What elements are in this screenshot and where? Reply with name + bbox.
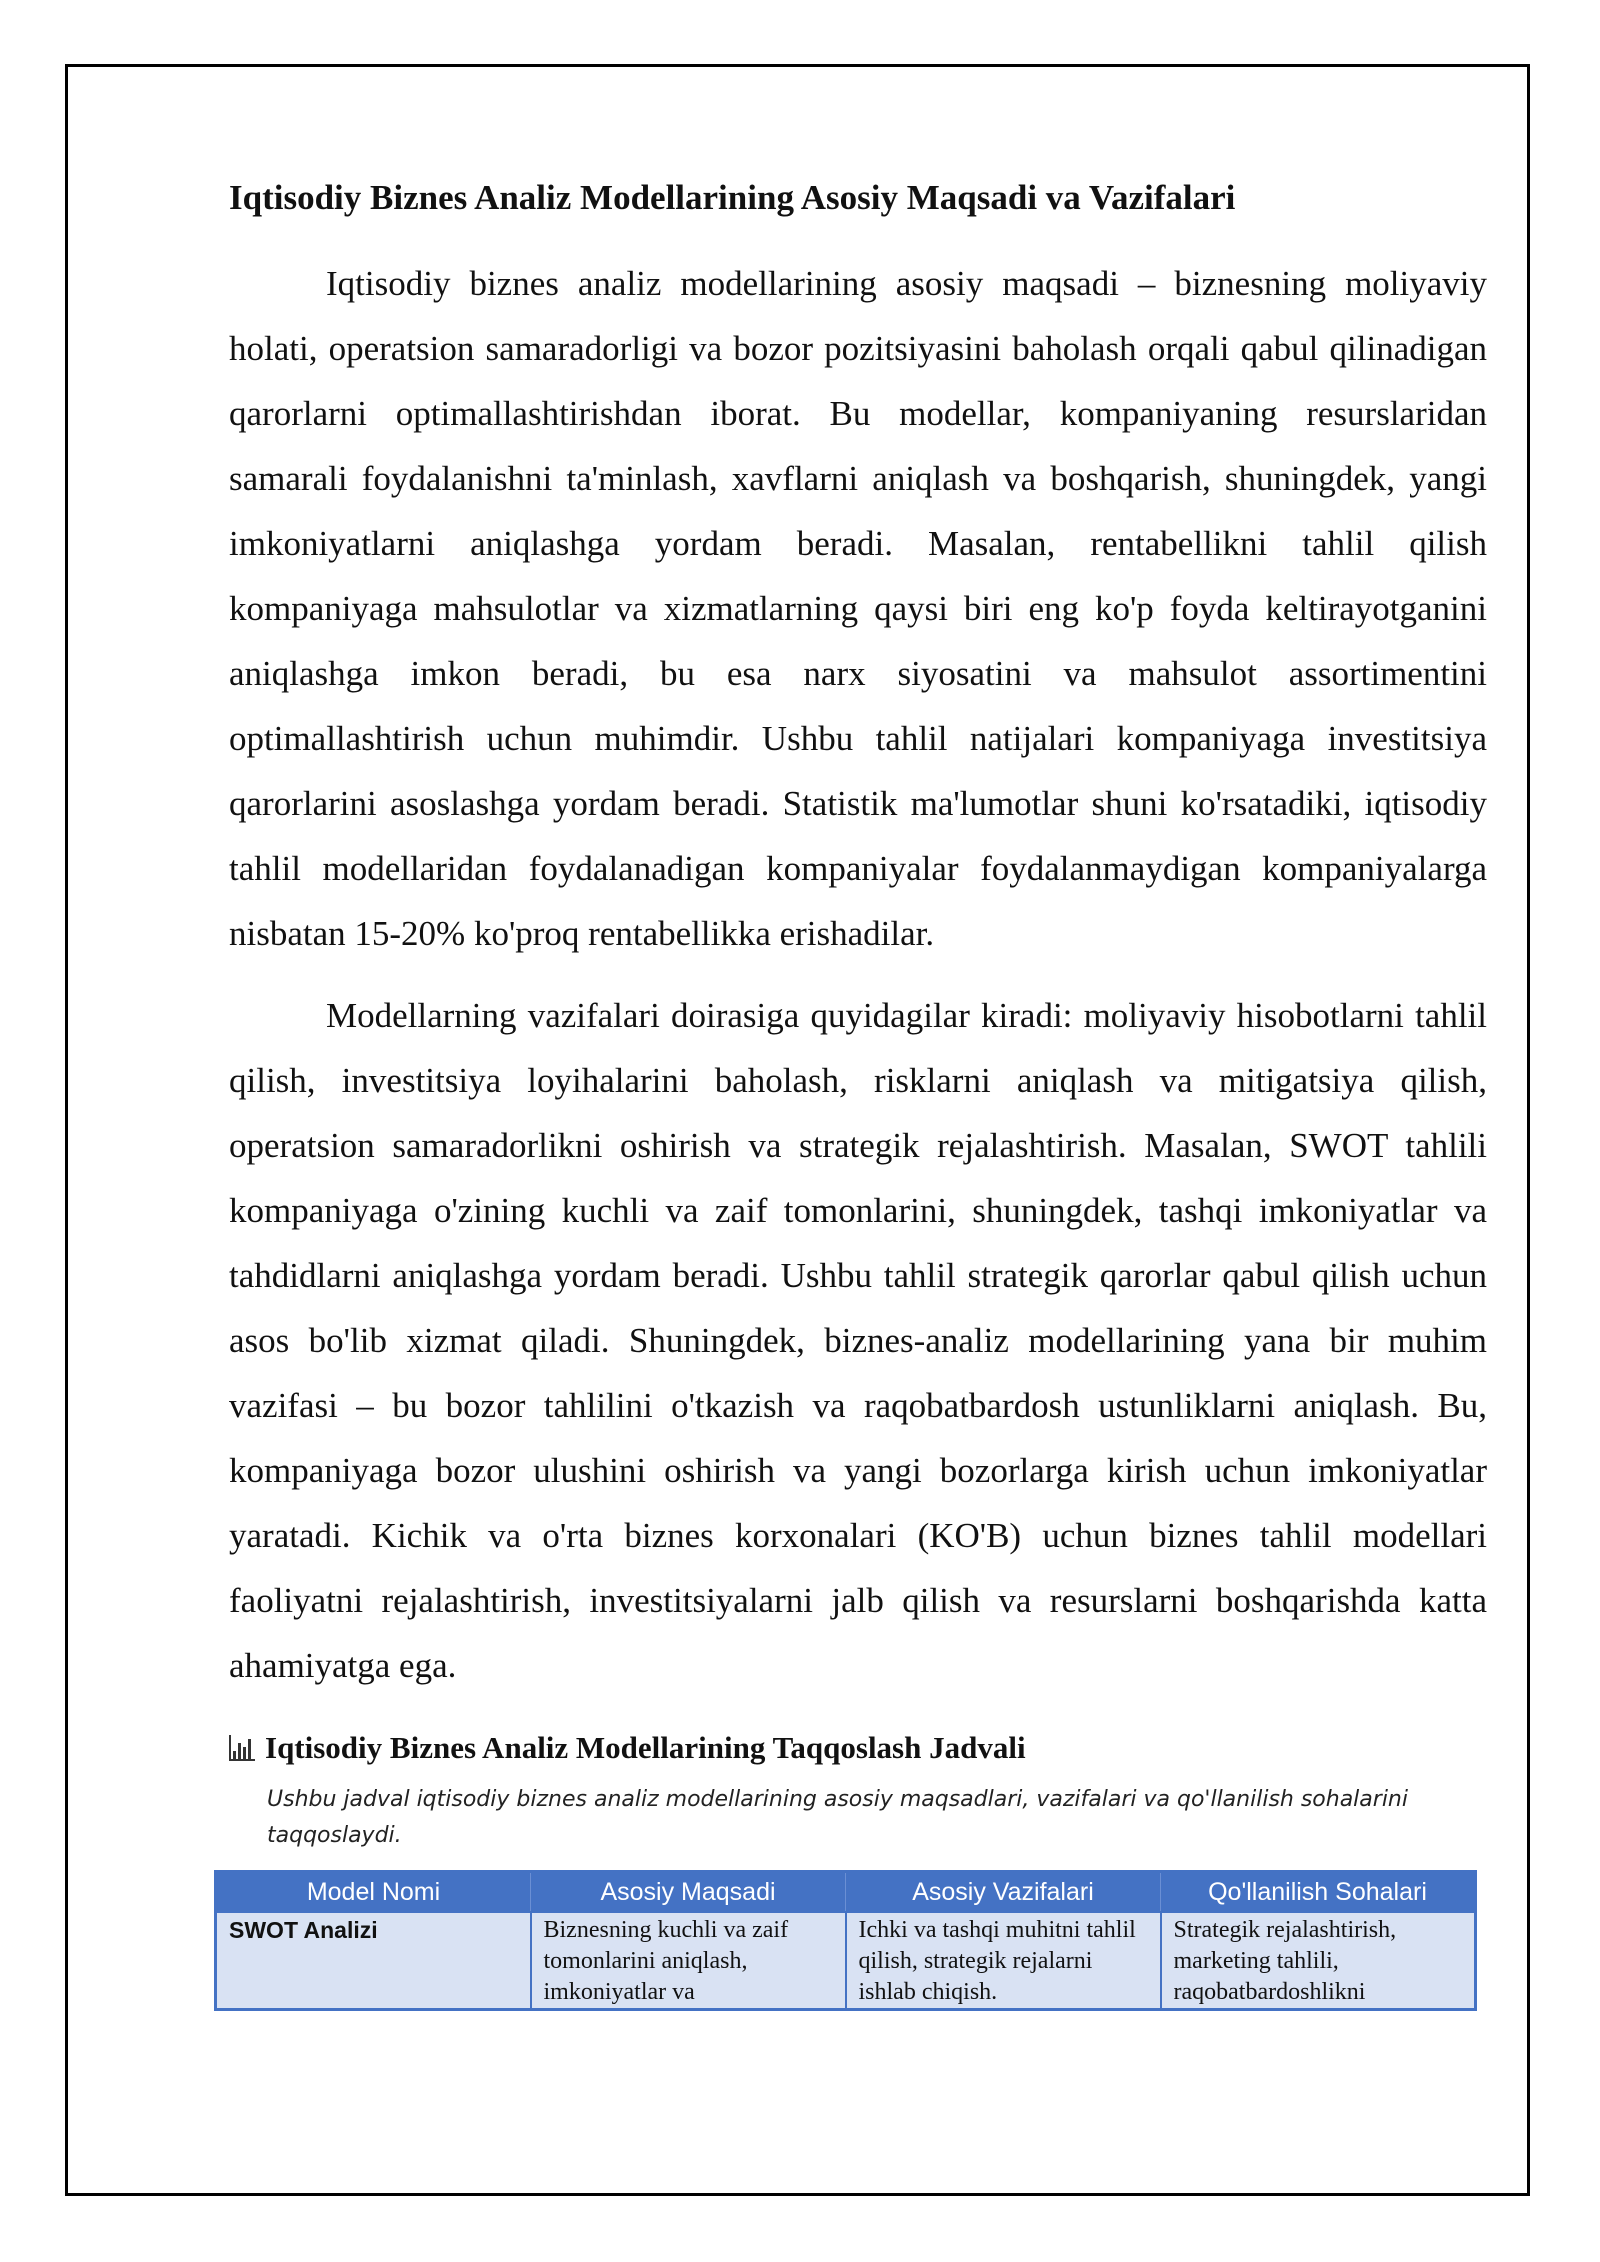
table-header-row [216, 1872, 1476, 1913]
column-header: Qo'llanilish Sohalari [1161, 1872, 1476, 1913]
table-cell: SWOT Analizi [216, 1912, 531, 2010]
paragraph: Iqtisodiy biznes analiz modellarining asosiy maqsadi – biznesning moliyaviy holati, operatsion samaradorligi va bozor pozitsiyasini baholash orqali qabul qilinadigan qarorlarni optimallashtirishdan iborat. Bu modellar, kompaniyaning resurslaridan samarali foydalanishni ta'minlash, xavflarni aniqlash va boshqarish, shuningdek, yangi imkoniyatlarni aniqlashga yordam beradi. Masalan, rentabellikni tahlil qilish kompaniyaga mahsulotlar va xizmatlarning qaysi biri eng ko'p foyda keltirayotganini aniqlashga imkon beradi, bu esa narx siyosatini va mahsulot assortimentini optimallashtirish uchun muhimdir. Ushbu tahlil natijalari kompaniyaga investitsiya qarorlarini asoslashga yordam beradi. Statistik ma'lumotlar shuni ko'rsatadiki, iqtisodiy tahlil modellaridan foydalanadigan kompaniyalar foydalanmaydigan kompaniyalarga nisbatan 15-20% ko'proq rentabellikka erishadilar. [229, 264, 1487, 953]
bar-chart-icon [229, 1735, 255, 1761]
table-cell: Biznesning kuchli va zaif tomonlarini aniqlash, imkoniyatlar va [531, 1912, 846, 2010]
comparison-table [214, 1870, 1477, 2011]
column-header: Asosiy Vazifalari [846, 1872, 1161, 1913]
table-row [216, 1912, 1476, 2010]
table-cell: Ichki va tashqi muhitni tahlil qilish, strategik rejalarni ishlab chiqish. [846, 1912, 1161, 2010]
page-title: Iqtisodiy Biznes Analiz Modellarining Asosiy Maqsadi va Vazifalari [229, 178, 1236, 217]
document-body [229, 170, 1487, 2011]
table-cell: Strategik rejalashtirish, marketing tahlili, raqobatbardoshlikni [1161, 1912, 1476, 2010]
column-header: Asosiy Maqsadi [531, 1872, 846, 1913]
column-header: Model Nomi [216, 1872, 531, 1913]
paragraph: Modellarning vazifalari doirasiga quyidagilar kiradi: moliyaviy hisobotlarni tahlil qilish, investitsiya loyihalarini baholash, risklarni aniqlash va mitigatsiya qilish, operatsion samaradorlikni oshirish va strategik rejalashtirish. Masalan, SWOT tahlili kompaniyaga o'zining kuchli va zaif tomonlarini, shuningdek, tashqi imkoniyatlar va tahdidlarni aniqlashga yordam beradi. Ushbu tahlil strategik qarorlar qabul qilish uchun asos bo'lib xizmat qiladi. Shuningdek, biznes-analiz modellarining yana bir muhim vazifasi – bu bozor tahlilini o'tkazish va raqobatbardosh ustunliklarni aniqlash. Bu, kompaniyaga bozor ulushini oshirish va yangi bozorlarga kirish uchun imkoniyatlar yaratadi. Kichik va o'rta biznes korxonalari (KO'B) uchun biznes tahlil modellari faoliyatni rejalashtirish, investitsiyalarni jalb qilish va resurslarni boshqarishda katta ahamiyatga ega. [229, 996, 1487, 1685]
table-caption: Ushbu jadval iqtisodiy biznes analiz modellarining asosiy maqsadlari, vazifalari va qo'llanilish sohalarini taqqoslaydi. [267, 1787, 1408, 1848]
table-heading-text: Iqtisodiy Biznes Analiz Modellarining Taqqoslash Jadvali [265, 1730, 1026, 1765]
table-heading [229, 1728, 1487, 1768]
